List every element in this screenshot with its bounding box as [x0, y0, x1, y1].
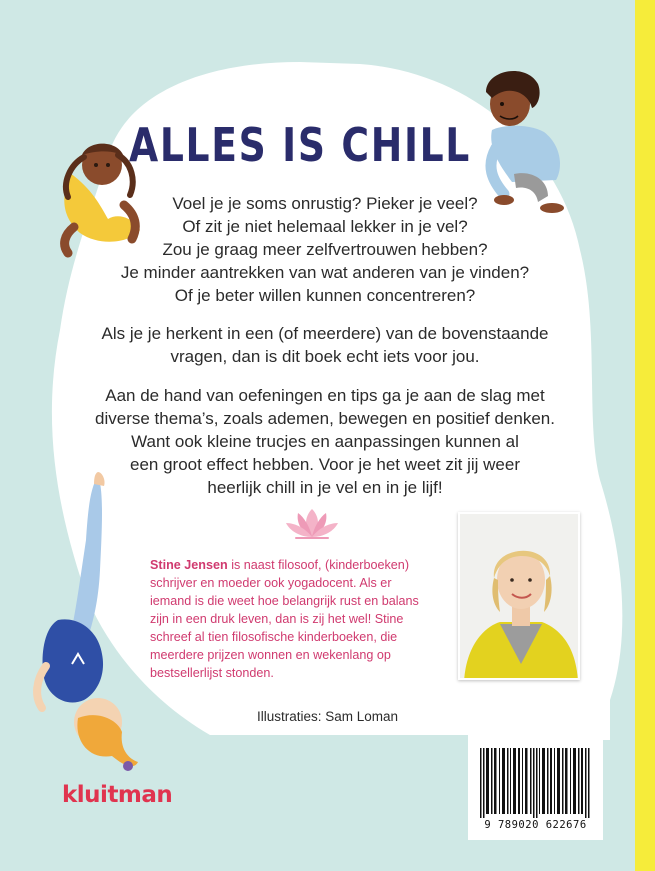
child-illustration-yoga: [28, 470, 153, 775]
bio-first-line-text: is naast filosoof, (kinderboeken): [227, 558, 410, 572]
intro-line: Je minder aantrekken van wat anderen van je vinden?: [120, 263, 530, 282]
closing-line: heerlijk chill in je vel en in je lijf!: [207, 478, 443, 497]
intro-line: Of je beter willen kunnen concentreren?: [174, 286, 476, 305]
intro-line: Voel je je soms onrustig? Pieker je veel?: [172, 194, 478, 213]
closing-line: Want ook kleine trucjes en aanpassingen kunnen al: [131, 432, 519, 451]
intro-line: Zou je graag meer zelfvertrouwen hebben?: [162, 240, 488, 259]
book-title: ALLES IS CHILL: [129, 118, 471, 172]
closing-line: diverse thema’s, zoals ademen, bewegen en positief denken.: [95, 409, 555, 428]
bio-line: zijn in een druk leven, dan is zij het wel! Stine: [150, 612, 404, 626]
middle-line: Als je je herkent in een (of meerdere) van de bovenstaande: [101, 324, 549, 343]
bio-first-line: [150, 556, 450, 574]
closing-line: Aan de hand van oefeningen en tips ga je aan de slag met: [105, 386, 545, 405]
bio-line: schrijver en moeder ook yogadocent. Als er: [150, 576, 392, 590]
bio-line: bestsellerlijst stonden.: [150, 666, 274, 680]
intro-paragraph: [60, 192, 590, 307]
bio-line: meerdere prijzen wonnen en wekenlang op: [150, 648, 391, 662]
illustrator-credit: Illustraties: Sam Loman: [256, 709, 399, 724]
bio-line: iemand is die weet hoe belangrijk rust en balans: [150, 594, 419, 608]
publisher-logo: kluitman: [62, 782, 173, 808]
barcode-icon: [480, 748, 591, 818]
middle-line: vragen, dan is dit boek echt iets voor jou.: [170, 347, 480, 366]
middle-paragraph: [60, 322, 590, 368]
intro-line: Of zit je niet helemaal lekker in je vel?: [182, 217, 468, 236]
bio-line: schreef al tien filosofische kinderboeken, die: [150, 630, 398, 644]
closing-line: een groot effect hebben. Voor je het weet zit jij weer: [130, 455, 520, 474]
closing-paragraph: [60, 384, 590, 499]
author-bio: [150, 556, 450, 682]
lotus-icon: [282, 505, 342, 541]
author-name: Stine Jensen: [150, 558, 228, 572]
author-photo: [458, 512, 580, 680]
barcode: [468, 740, 603, 840]
isbn-number: 9 789020 622676: [484, 819, 587, 831]
